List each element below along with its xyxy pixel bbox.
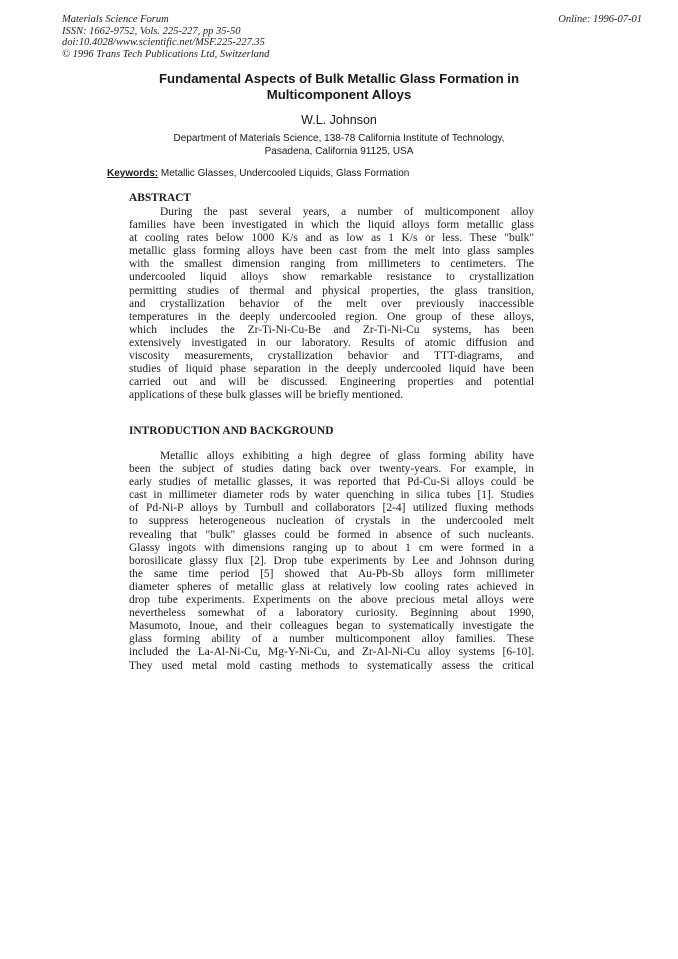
introduction-line: Masumoto, Inoue, and their colleagues began to systematically investigate the	[129, 620, 534, 633]
abstract-line: and crystallization behavior of the melt over previously inaccessible	[129, 297, 534, 310]
keywords	[107, 168, 409, 179]
introduction-line: the same time period [5] showed that Au-Pb-Sb alloys form millimeter	[129, 567, 534, 580]
abstract-line: carried out and will be discussed. Engineering properties and potential	[129, 376, 534, 389]
affiliation-line-1: Department of Materials Science, 138-78 California Institute of Technology,	[173, 133, 505, 144]
abstract-line: viscosity measurements, crystallization behavior and TTT-diagrams, and	[129, 350, 534, 363]
introduction-heading: INTRODUCTION AND BACKGROUND	[129, 425, 334, 437]
introduction-line: been the subject of studies dating back over twenty-years. For example, in	[129, 463, 534, 476]
introduction-line: to suppress heterogeneous nucleation of crystals in the undercooled melt	[129, 515, 534, 528]
abstract-line: with the smallest dimension ranging from millimeters to centimeters. The	[129, 258, 534, 271]
introduction-line: Glassy ingots with dimensions ranging up to about 1 cm were formed in a	[129, 541, 534, 554]
title-line-2: Multicomponent Alloys	[266, 87, 412, 102]
abstract-line: applications of these bulk glasses will be briefly mentioned.	[129, 389, 404, 402]
abstract-line: undercooled liquid alloys show remarkable resistance to crystallization	[129, 271, 534, 284]
journal-header	[62, 14, 269, 60]
introduction-body	[129, 450, 534, 673]
introduction-line: drop tube experiments. Experiments on the above precious metal alloys were	[129, 594, 534, 607]
abstract-heading: ABSTRACT	[129, 192, 192, 204]
paper-title	[100, 71, 578, 103]
author-name: W.L. Johnson	[301, 113, 377, 127]
copyright-line: © 1996 Trans Tech Publications Ltd, Switzerland	[62, 48, 270, 60]
abstract-line: permitting studies of thermal and physical properties, the glass transition,	[129, 284, 534, 297]
online-date: Online: 1996-07-01	[558, 14, 642, 25]
introduction-line: diameter spheres of metallic glass at relatively low cooling rates achieved in	[129, 580, 534, 593]
introduction-line: cast in millimeter diameter rods by water quenching in silica tubes [1]. Studies	[129, 489, 534, 502]
doi-line: doi:10.4028/www.scientific.net/MSF.225-227.35	[62, 37, 265, 48]
introduction-line: borosilicate glassy flux [2]. Drop tube experiments by Lee and Johnson during	[129, 554, 534, 567]
affiliation	[100, 133, 578, 158]
introduction-line: revealing that "bulk" glasses could be formed in absence of such nucleants.	[129, 528, 534, 541]
abstract-line: extensively investigated in our laboratory. Results of atomic diffusion and	[129, 336, 534, 349]
abstract-line: metallic glass forming alloys have been cast from the melt into glass samples	[129, 245, 534, 258]
introduction-line: glass forming ability of a number multicomponent alloy families. These	[129, 633, 534, 646]
abstract-line: temperatures in the deeply undercooled region. One group of these alloys,	[129, 310, 534, 323]
title-line-1: Fundamental Aspects of Bulk Metallic Glass Formation in	[158, 71, 520, 86]
introduction-line: included the La-Al-Ni-Cu, Mg-Y-Ni-Cu, and Zr-Al-Ni-Cu alloy systems [6-10].	[129, 646, 534, 659]
affiliation-line-2: Pasadena, California 91125, USA	[264, 145, 414, 157]
introduction-line: nevertheless somewhat of a laboratory curiosity. Beginning about 1990,	[129, 607, 534, 620]
introduction-line: Metallic alloys exhibiting a high degree of glass forming ability have	[160, 450, 534, 462]
abstract-line: studies of liquid phase separation in the deeply undercooled liquid have been	[129, 363, 534, 376]
introduction-line: They used metal mold casting methods to systematically assess the critical	[129, 659, 534, 672]
issn-line: ISSN: 1662-9752, Vols. 225-227, pp 35-50	[62, 25, 241, 37]
abstract-line: families have been investigated in which the liquid alloys form metallic glass	[129, 219, 534, 232]
abstract-line: During the past several years, a number of multicomponent alloy	[160, 206, 534, 218]
abstract-line: which includes the Zr-Ti-Ni-Cu-Be and Zr-Ti-Ni-Cu systems, has been	[129, 323, 534, 336]
abstract-line: at cooling rates below 1000 K/s and as low as 1 K/s or less. These "bulk"	[129, 232, 534, 245]
introduction-line: early studies of metallic glasses, it was reported that Pd-Cu-Si alloys could be	[129, 476, 534, 489]
keywords-label: Keywords:	[107, 168, 159, 179]
abstract-body	[129, 206, 534, 402]
introduction-line: of Pd-Ni-P alloys by Turnbull and collaborators [2-4] utilized fluxing methods	[129, 502, 534, 515]
keywords-text: Metallic Glasses, Undercooled Liquids, Glass Formation	[158, 168, 410, 179]
journal-name: Materials Science Forum	[62, 14, 169, 25]
